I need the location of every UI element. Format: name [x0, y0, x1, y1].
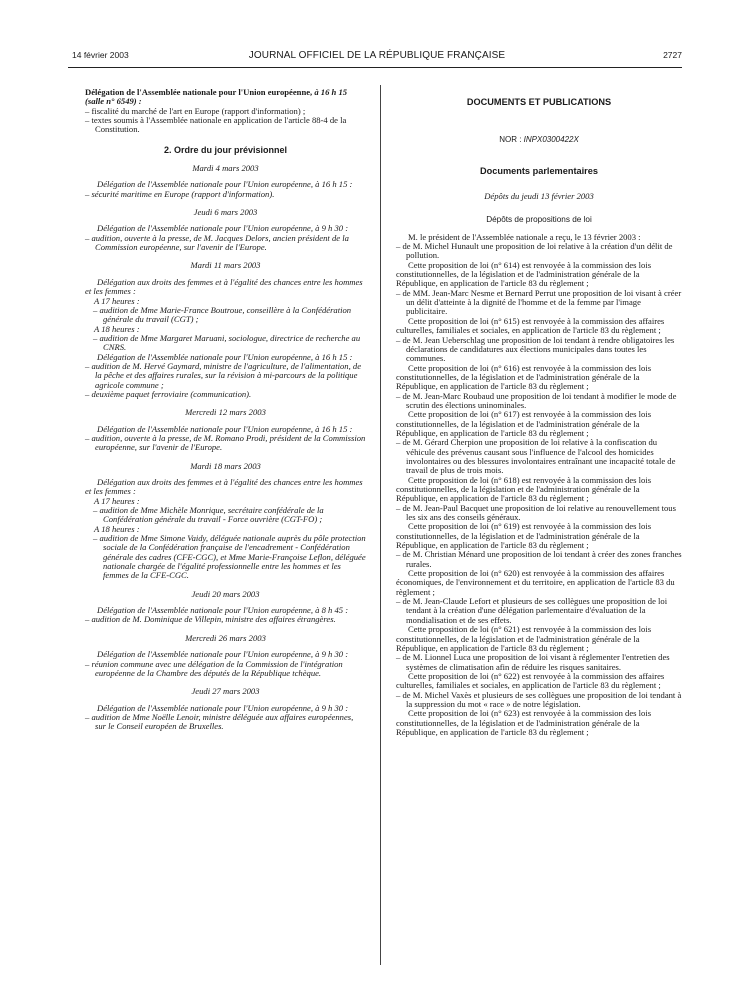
agenda-line: A 18 heures : [94, 523, 140, 534]
agenda-body-heading: Délégation aux droits des femmes et à l'égalité des chances entre les hommes et les femmes : [85, 276, 363, 297]
agenda-date: Mardi 18 mars 2003 [190, 460, 261, 471]
deposit-referral: Cette proposition de loi (n° 622) est renvoyée à la commission des affaires culturelles, familiales et sociales, en application de l'article 83 du règlement ; [396, 670, 665, 691]
header-date: 14 février 2003 [72, 50, 129, 60]
agenda-line: – deuxième paquet ferroviaire (communication). [85, 388, 252, 399]
agenda-date: Jeudi 27 mars 2003 [191, 686, 260, 697]
deposit-referral: Cette proposition de loi (n° 619) est renvoyée à la commission des lois constitutionnelles, de la législation et de l'administration générale de la République, en application de l'article 83 du règlement ; [396, 521, 652, 551]
deposit-referral: Cette proposition de loi (n° 616) est renvoyée à la commission des lois constitutionnelles, de la législation et de l'administration générale de la République, en application de l'article 83 du règlement ; [396, 362, 652, 392]
header-journal-title: JOURNAL OFFICIEL DE LA RÉPUBLIQUE FRANÇAISE [248, 50, 506, 61]
agenda-days [85, 164, 366, 732]
intro-paragraph: M. le président de l'Assemblée nationale a reçu, le 13 février 2003 : [408, 231, 641, 242]
agenda-body-heading: Délégation de l'Assemblée nationale pour l'Union européenne, à 9 h 30 : [97, 223, 349, 234]
header-page-number: 2727 [663, 50, 682, 60]
deposit-item: – de M. Michel Hunault une proposition de loi relative à la création d'un délit de pollution. [396, 241, 673, 261]
subhead: Dépôts de propositions de loi [486, 215, 592, 225]
deposit-item: – de M. Christian Ménard une proposition de loi tendant à créer des zones franches rurales. [396, 549, 682, 569]
agenda-line: – audition de Mme Michèle Monrique, secrétaire confédérale de la Confédération générale du travail - Force ouvrière (CGT-FO) ; [93, 505, 324, 525]
agenda-line: – réunion commune avec une délégation de la Commission de l'intégration européenne de la Chambre des députés de la République tchèque. [85, 658, 343, 678]
deposit-referral: Cette proposition de loi (n° 623) est renvoyée à la commission des lois constitutionnelles, de la législation et de l'administration générale de la République, en application de l'article 83 du règlement ; [396, 708, 652, 737]
section-title: 2. Ordre du jour prévisionnel [163, 144, 288, 155]
deposit-item: – de M. Jean-Paul Bacquet une proposition de loi relative au renouvellement tous les six ans des conseils généraux. [396, 502, 676, 523]
column-divider [380, 85, 381, 965]
agenda-date: Jeudi 20 mars 2003 [191, 588, 260, 599]
deposit-item: – de M. Michel Vaxès et plusieurs de ses collègues une proposition de loi tendant à la suppression du mot « race » de notre législation. [396, 689, 682, 709]
agenda-body-heading: Délégation de l'Assemblée nationale pour l'Union européenne, à 16 h 15 : [97, 351, 353, 362]
deposit-referral: Cette proposition de loi (n° 617) est renvoyée à la commission des lois constitutionnelles, de la législation et de l'administration générale de la République, en application de l'article 83 du règlement ; [396, 409, 652, 438]
deposit-item: – de M. Gérard Cherpion une proposition de loi relative à la confiscation du véhicule des prévenus causant sous l'influence de l'alcool des homicides involontaires ou des blessures involontaires entraînant une incapacité totale de travail de plus de trois mois. [396, 437, 676, 476]
agenda-line: – audition de Mme Noëlle Lenoir, ministre déléguée aux affaires européennes, sur le Conseil européen de Bruxelles. [85, 711, 354, 732]
agenda-body-heading: Délégation de l'Assemblée nationale pour l'Union européenne, à 9 h 30 : [97, 702, 349, 713]
header-rule [68, 67, 682, 68]
deposit-item: – de MM. Jean-Marc Nesme et Bernard Perrut une proposition de loi visant à créer un délit d'atteinte à la dignité de l'homme et de la femme par l'image publicitaire. [396, 287, 682, 317]
deposit-item: – de M. Jean Ueberschlag une proposition de loi tendant à rendre obligatoires les déclarations de candidatures aux élections municipales dans toutes les communes. [396, 334, 675, 364]
agenda-line: – audition de Mme Marie-France Boutroue, conseillère à la Confédération générale du travail (CGT) ; [93, 304, 352, 325]
agenda-date: Mardi 11 mars 2003 [190, 260, 261, 271]
agenda-body-heading: Délégation de l'Assemblée nationale pour l'Union européenne, à 16 h 15 : [97, 179, 353, 190]
deposit-referral: Cette proposition de loi (n° 618) est renvoyée à la commission des lois constitutionnelles, de la législation et de l'administration générale de la République, en application de l'article 83 du règlement ; [396, 474, 652, 504]
agenda-line: – audition, ouverte à la presse, de M. Jacques Delors, ancien président de la Commission européenne, sur l'avenir de l'Europe. [85, 232, 349, 253]
agenda-body-heading: Délégation de l'Assemblée nationale pour l'Union européenne, à 16 h 15 : [97, 423, 353, 434]
agenda-body-heading: Délégation de l'Assemblée nationale pour l'Union européenne, à 9 h 30 : [97, 649, 349, 660]
deposit-item: – de M. Jean-Marc Roubaud une proposition de loi tendant à modifier le mode de scrutin des élections uninominales. [396, 390, 677, 410]
left-column [85, 88, 366, 732]
publications-title: DOCUMENTS ET PUBLICATIONS [466, 97, 612, 107]
agenda-body-heading: Délégation aux droits des femmes et à l'égalité des chances entre les hommes et les femmes : [85, 477, 363, 497]
deposit-referral: Cette proposition de loi (n° 615) est renvoyée à la commission des affaires culturelles, familiales et sociales, en application de l'article 83 du règlement ; [396, 315, 665, 336]
page-header [72, 50, 682, 64]
agenda-date: Jeudi 6 mars 2003 [193, 207, 258, 218]
agenda-line: A 18 heures : [94, 323, 140, 334]
deposit-referral: Cette proposition de loi (n° 621) est renvoyée à la commission des lois constitutionnelles, de la législation et de l'administration générale de la République, en application de l'article 83 du règlement ; [396, 624, 652, 653]
agenda-line: – audition de M. Dominique de Villepin, ministre des affaires étrangères. [85, 614, 336, 625]
intro-item: – fiscalité du marché de l'art en Europe (rapport d'information) ; [85, 105, 306, 116]
deposit-referral: Cette proposition de loi (n° 614) est renvoyée à la commission des lois constitutionnelles, de la législation et de l'administration générale de la République, en application de l'article 83 du règlement ; [396, 259, 652, 289]
subtitle: Documents parlementaires [480, 165, 598, 176]
intro-item: – textes soumis à l'Assemblée nationale en application de l'article 88-4 de la Constitution. [85, 115, 347, 135]
deposit-date: Dépôts du jeudi 13 février 2003 [484, 191, 594, 202]
nor-reference: NOR : INPX0300422X [499, 135, 579, 145]
deposit-referral: Cette proposition de loi (n° 620) est renvoyée à la commission des affaires économiques, de l'environnement et du territoire, en application de l'article 83 du règlement ; [396, 568, 675, 597]
agenda-date: Mercredi 26 mars 2003 [185, 632, 266, 643]
right-column [396, 88, 682, 737]
agenda-date: Mardi 4 mars 2003 [192, 163, 259, 174]
intro-items [85, 107, 366, 135]
deposit-item: – de M. Lionnel Luca une proposition de loi visant à réglementer l'entretien des systèmes de climatisation afin de réduire les risques sanitaires. [396, 652, 670, 672]
deposit-list [396, 242, 682, 737]
agenda-line: – audition de M. Hervé Gaymard, ministre de l'agriculture, de l'alimentation, de la pêche et des affaires rurales, sur la révision à mi-parcours de la politique agricole commune ; [85, 360, 362, 390]
agenda-line: A 17 heures : [94, 495, 140, 506]
agenda-body-heading: Délégation de l'Assemblée nationale pour l'Union européenne, à 8 h 45 : [97, 605, 349, 616]
deposit-item: – de M. Jean-Claude Lefort et plusieurs de ses collègues une proposition de loi tendant à la création d'une délégation parlementaire d'évaluation de la mondialisation et de ses effets. [396, 596, 668, 625]
agenda-date: Mercredi 12 mars 2003 [185, 407, 266, 418]
agenda-line: A 17 heures : [94, 295, 140, 306]
agenda-line: – audition de Mme Margaret Maruani, sociologue, directrice de recherche au CNRS. [93, 332, 361, 353]
agenda-line: – sécurité maritime en Europe (rapport d'information). [85, 188, 275, 199]
agenda-line: – audition de Mme Simone Vaidy, déléguée nationale auprès du pôle protection sociale de la Confédération française de l'encadrement - Confédération générale des cadres (CFE-CGC), et Mme Marie-Françoise Leflon, déléguée nationale chargée de l'égalité professionnelle entre les hommes et les femmes de la CFE-CGC. [93, 533, 366, 581]
agenda-line: – audition, ouverte à la presse, de M. Romano Prodi, président de la Commission européenne, sur l'avenir de l'Europe. [85, 432, 366, 453]
intro-title: Délégation de l'Assemblée nationale pour l'Union européenne, à 16 h 15 (salle n° 6549) : [85, 87, 348, 107]
